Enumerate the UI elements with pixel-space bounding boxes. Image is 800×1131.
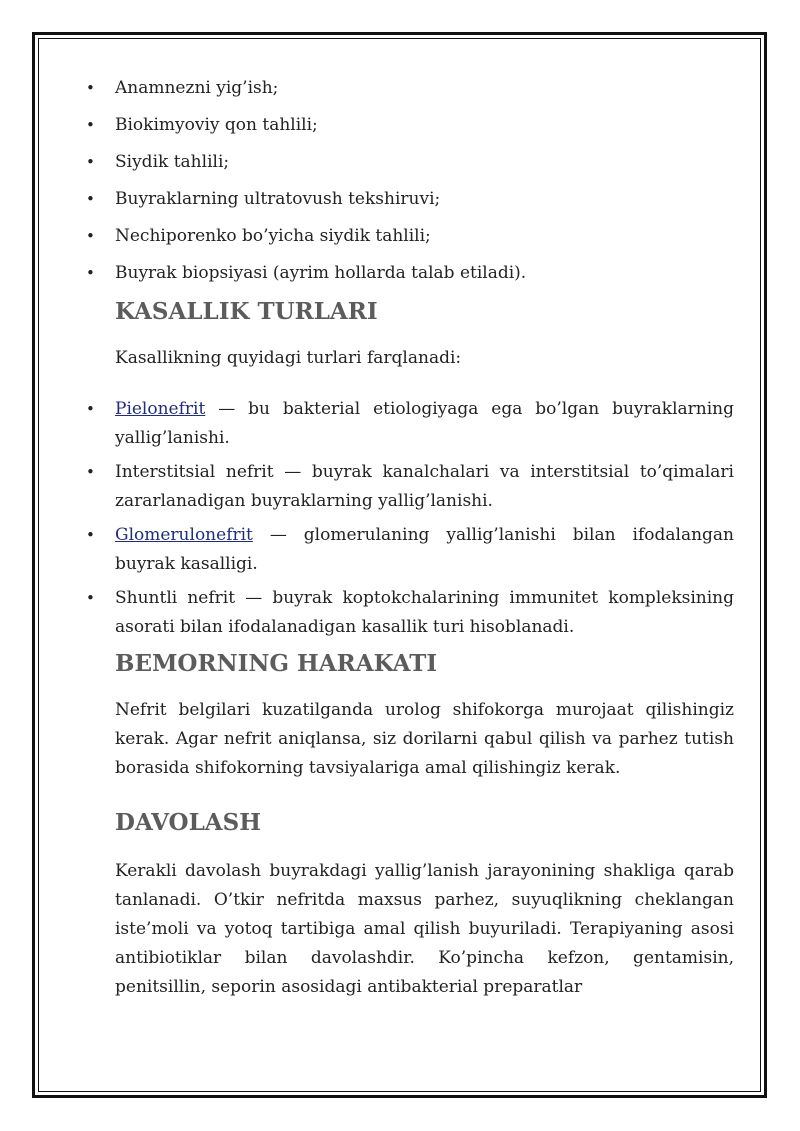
disease-types-list	[86, 395, 734, 642]
document-body	[86, 74, 734, 1002]
list-item: • Anamnezni yig’ish;	[86, 74, 734, 103]
list-item: • Buyraklarning ultratovush tekshiruvi;	[86, 185, 734, 214]
list-item-text: — glomerulaning yallig’lanishi bilan ifodalangan buyrak kasalligi.	[115, 525, 734, 574]
section-heading-treatment: DAVOLASH	[115, 809, 261, 836]
list-item: • Nechiporenko bo’yicha siydik tahlili;	[86, 222, 734, 251]
glomerulonefrit-link[interactable]: Glomerulonefrit	[115, 525, 253, 545]
list-item-pielonefrit	[86, 395, 734, 453]
list-item: • Siydik tahlili;	[86, 148, 734, 177]
list-item-text: Shuntli nefrit — buyrak koptokchalarining immunitet kompleksining asorati bilan ifodalanadigan kasallik turi hisoblanadi.	[115, 588, 734, 637]
list-item-interstitsial	[86, 458, 734, 516]
list-item-glomerulonefrit	[86, 521, 734, 579]
list-item-text: Interstitsial nefrit — buyrak kanalchalari va interstitsial to’qimalari zararlanadigan buyraklarning yallig’lanishi.	[115, 462, 734, 511]
treatment-paragraph: Kerakli davolash buyrakdagi yallig’lanish jarayonining shakliga qarab tanlanadi. O’tkir nefritda maxsus parhez, suyuqlikning cheklangan iste’moli va yotoq tartibiga amal qilish buyuriladi. Terapiyaning asosi antibiotiklar bilan davolashdir. Ko’pincha kefzon, gentamisin, penitsillin, seporin asosidagi antibakterial preparatlar	[115, 861, 734, 997]
list-item: • Biokimyoviy qon tahlili;	[86, 111, 734, 140]
diagnostics-list	[86, 74, 734, 288]
list-item-text: — bu bakterial etiologiyaga ega bo’lgan buyraklarning yallig’lanishi.	[115, 399, 734, 448]
types-intro: Kasallikning quyidagi turlari farqlanadi:	[115, 348, 462, 368]
pielonefrit-link[interactable]: Pielonefrit	[115, 399, 206, 419]
list-item-shuntli	[86, 584, 734, 642]
list-item: • Buyrak biopsiyasi (ayrim hollarda talab etiladi).	[86, 259, 734, 288]
action-paragraph: Nefrit belgilari kuzatilganda urolog shifokorga murojaat qilishingiz kerak. Agar nefrit aniqlansa, siz dorilarni qabul qilish va parhez tutish borasida shifokorning tavsiyalariga amal qilishingiz kerak.	[115, 700, 734, 778]
section-heading-action: BEMORNING HARAKATI	[115, 650, 438, 677]
section-heading-types: KASALLIK TURLARI	[115, 298, 378, 325]
